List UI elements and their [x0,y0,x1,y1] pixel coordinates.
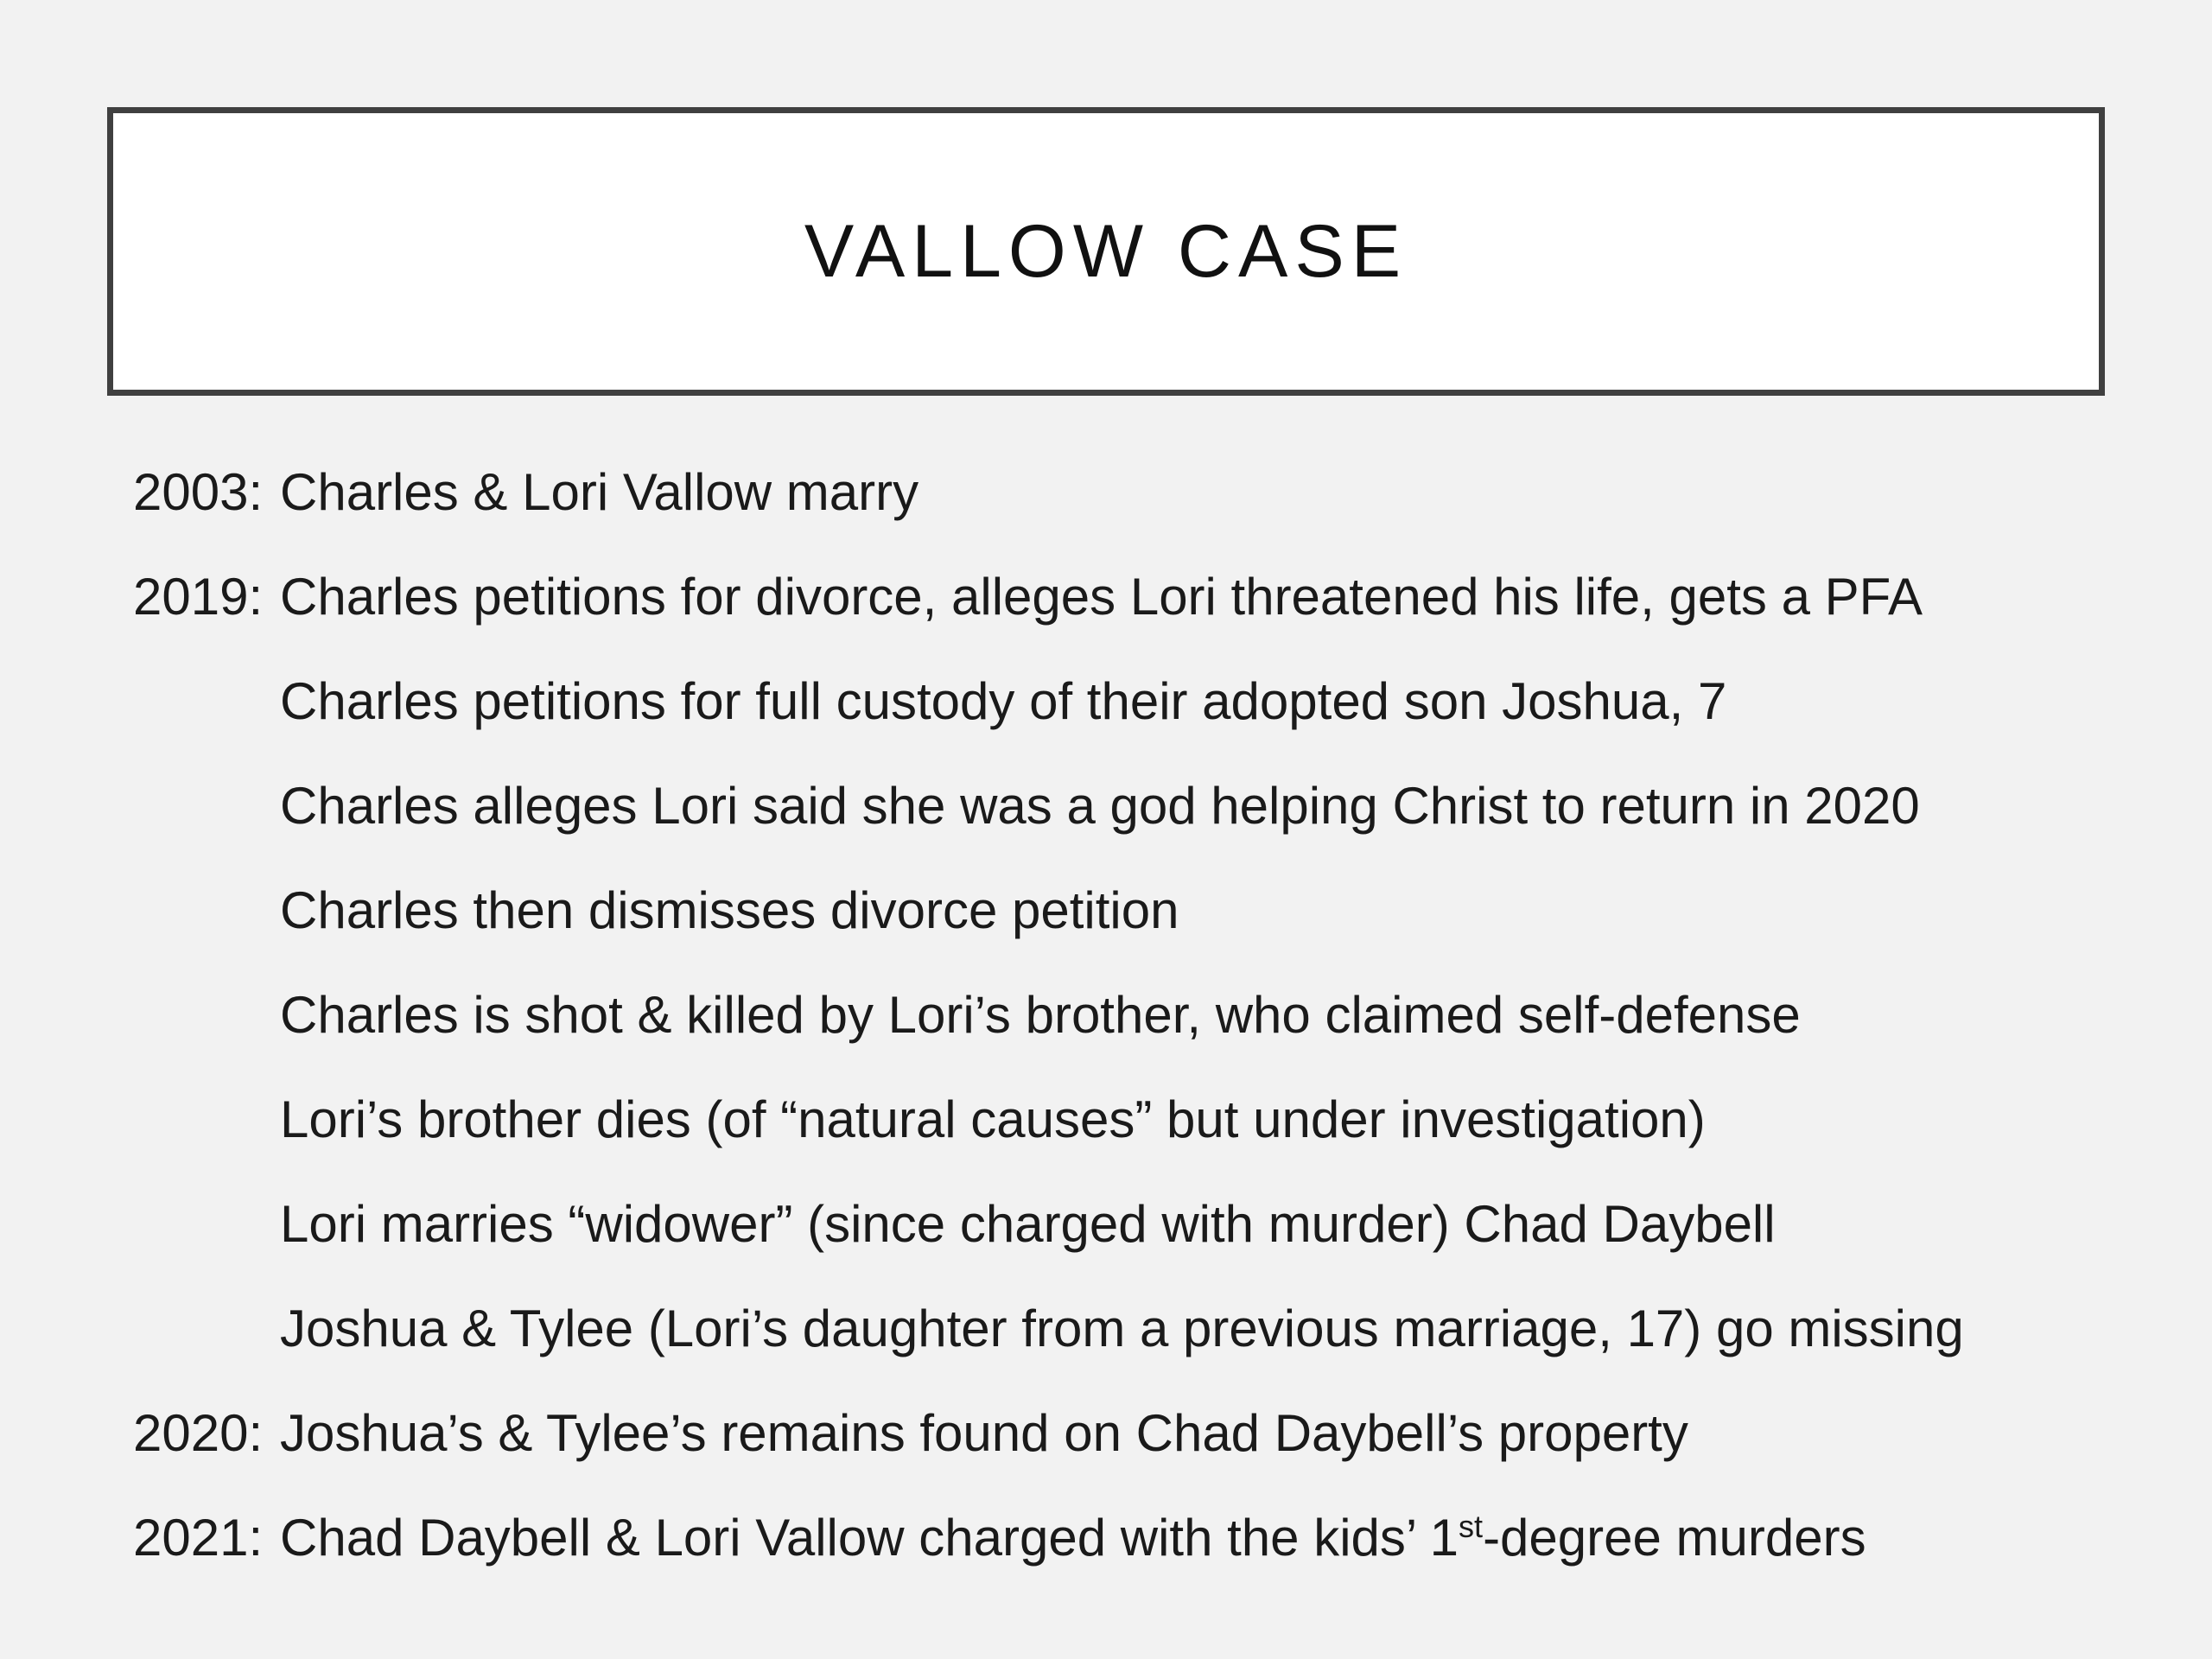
timeline-text-part: -degree murders [1483,1509,1866,1567]
timeline-entry-2003 [133,449,2120,554]
ordinal-suffix: st [1459,1509,1484,1544]
timeline-text: Lori marries “widower” (since charged with murder) Chad Daybell [280,1195,1776,1253]
timeline-year: 2003: [133,463,264,521]
timeline-text: Charles petitions for divorce, alleges Lori threatened his life, gets a PFA [280,568,1923,626]
timeline-year: 2020: [133,1404,264,1462]
timeline-text: Charles then dismisses divorce petition [280,881,1179,939]
timeline-entry-2019-remarriage [133,1181,2120,1286]
timeline-text: Charles is shot & killed by Lori’s brother, who claimed self-defense [280,986,1801,1044]
timeline-text-part: Chad Daybell & Lori Vallow charged with the kids’ 1 [280,1509,1459,1567]
timeline-entry-2019-dismissal [133,868,2120,972]
slide-title-box [107,107,2105,396]
timeline-entry-2019-custody [133,658,2120,763]
timeline-text: Charles & Lori Vallow marry [280,463,919,521]
slide-title: VALLOW CASE [804,209,1408,293]
timeline-year: 2021: [133,1509,264,1567]
timeline-entry-2020 [133,1390,2120,1495]
timeline-entry-2019-god-claim [133,763,2120,868]
timeline-entry-2021 [133,1495,2120,1599]
timeline-text [280,1495,1866,1581]
timeline-text: Charles alleges Lori said she was a god helping Christ to return in 2020 [280,777,1920,835]
timeline-year: 2019: [133,568,264,626]
timeline-list [133,449,2120,1599]
timeline-entry-2019-brother-death [133,1077,2120,1181]
timeline-entry-2019-shooting [133,972,2120,1077]
timeline-text: Lori’s brother dies (of “natural causes” but under investigation) [280,1090,1706,1148]
timeline-text: Joshua & Tylee (Lori’s daughter from a previous marriage, 17) go missing [280,1300,1964,1357]
timeline-text: Joshua’s & Tylee’s remains found on Chad Daybell’s property [280,1404,1688,1462]
timeline-entry-2019-missing [133,1286,2120,1390]
timeline-text: Charles petitions for full custody of their adopted son Joshua, 7 [280,672,1727,730]
timeline-entry-2019-divorce [133,554,2120,658]
